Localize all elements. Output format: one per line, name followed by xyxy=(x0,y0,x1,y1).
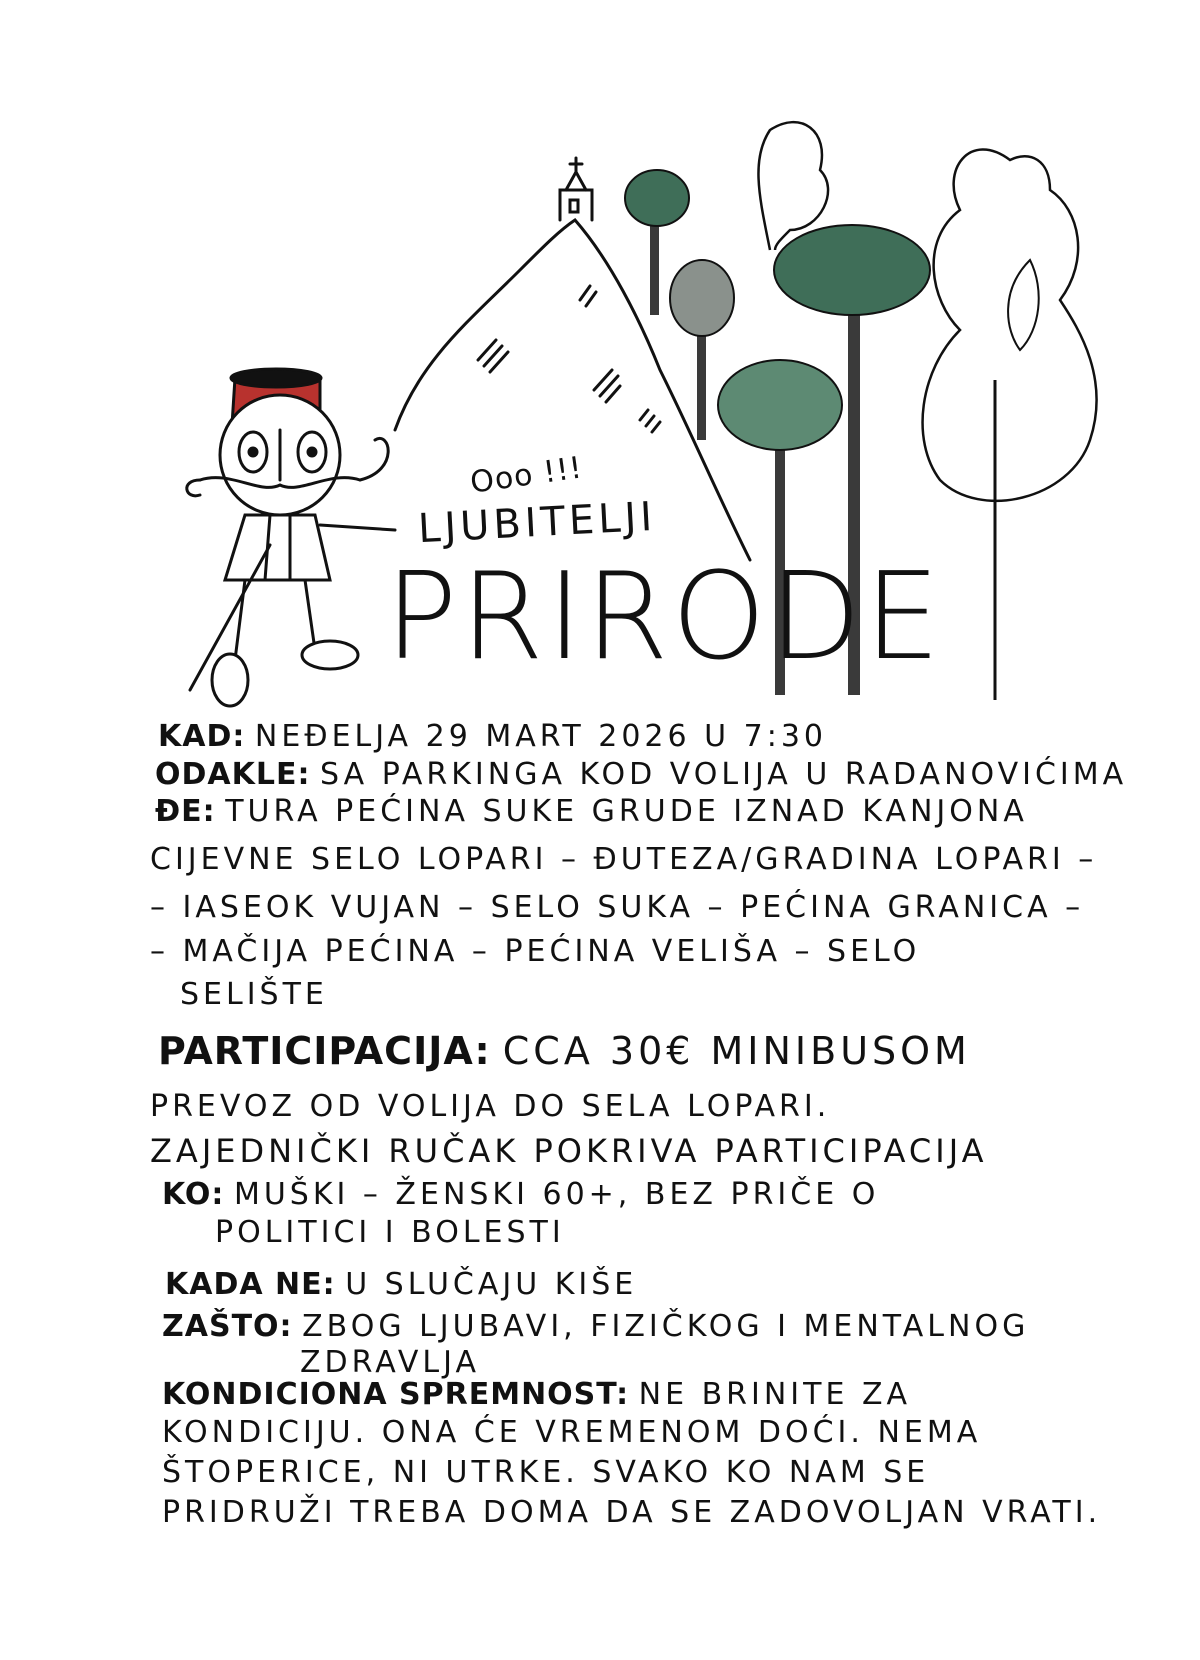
kondiciona-line-3: ŠTOPERICE, NI UTRKE. SVAKO KO NAM SE xyxy=(162,1455,930,1490)
rucak-line: ZAJEDNIČKI RUČAK POKRIVA PARTICIPACIJA xyxy=(150,1132,988,1170)
line-ko xyxy=(162,1177,880,1212)
line-kad xyxy=(158,719,827,754)
de-label: ĐE: xyxy=(155,794,216,829)
kondiciona-line-2: KONDICIJU. ONA ĆE VREMENOM DOĆI. NEMA xyxy=(162,1415,982,1450)
title-small: LJUBITELJI xyxy=(416,493,658,553)
route-line-3: – MAČIJA PEĆINA – PEĆINA VELIŠA – SELO xyxy=(150,934,921,969)
ko-value: MUŠKI – ŽENSKI 60+, BEZ PRIČE O xyxy=(233,1177,880,1212)
participacija-value: CCA 30€ MINIBUSOM xyxy=(502,1029,971,1073)
kad-value: NEĐELJA 29 MART 2026 U 7:30 xyxy=(254,719,827,754)
zasto-label: ZAŠTO: xyxy=(162,1309,293,1344)
line-kondiciona xyxy=(162,1377,912,1412)
ko-label: KO: xyxy=(162,1177,225,1212)
kondiciona-value: NE BRINITE ZA xyxy=(638,1377,912,1412)
kada-ne-label: KADA NE: xyxy=(165,1267,336,1302)
kad-label: KAD: xyxy=(158,719,246,754)
hiker-illustration xyxy=(187,369,395,706)
kada-ne-value: U SLUČAJU KIŠE xyxy=(345,1267,638,1302)
line-odakle xyxy=(155,757,1128,792)
odakle-label: ODAKLE: xyxy=(155,757,311,792)
exclamation: Ooo !!! xyxy=(468,450,585,501)
ko-line-2: POLITICI I BOLESTI xyxy=(215,1215,565,1250)
title-big: PRIRODE xyxy=(385,548,944,687)
participacija-label: PARTICIPACIJA: xyxy=(158,1029,491,1073)
kondiciona-line-4: PRIDRUŽI TREBA DOMA DA SE ZADOVOLJAN VRATI. xyxy=(162,1495,1102,1530)
de-value: TURA PEĆINA SUKE GRUDE IZNAD KANJONA xyxy=(225,794,1028,829)
route-line-4: SELIŠTE xyxy=(180,977,328,1012)
line-de xyxy=(155,794,1028,829)
zasto-value: ZBOG LJUBAVI, FIZIČKOG I MENTALNOG xyxy=(302,1309,1030,1344)
odakle-value: SA PARKINGA KOD VOLIJA U RADANOVIĆIMA xyxy=(320,757,1128,792)
line-participacija xyxy=(158,1029,971,1073)
kondiciona-label: KONDICIONA SPREMNOST: xyxy=(162,1377,630,1412)
line-kada-ne xyxy=(165,1267,638,1302)
route-line-1: CIJEVNE SELO LOPARI – ĐUTEZA/GRADINA LOPARI – xyxy=(150,842,1098,877)
route-line-2: – IASEOK VUJAN – SELO SUKA – PEĆINA GRANICA – xyxy=(150,890,1085,925)
zasto-line-2: ZDRAVLJA xyxy=(300,1345,480,1380)
prevoz-line: PREVOZ OD VOLIJA DO SELA LOPARI. xyxy=(150,1089,831,1124)
line-zasto xyxy=(162,1309,1030,1344)
